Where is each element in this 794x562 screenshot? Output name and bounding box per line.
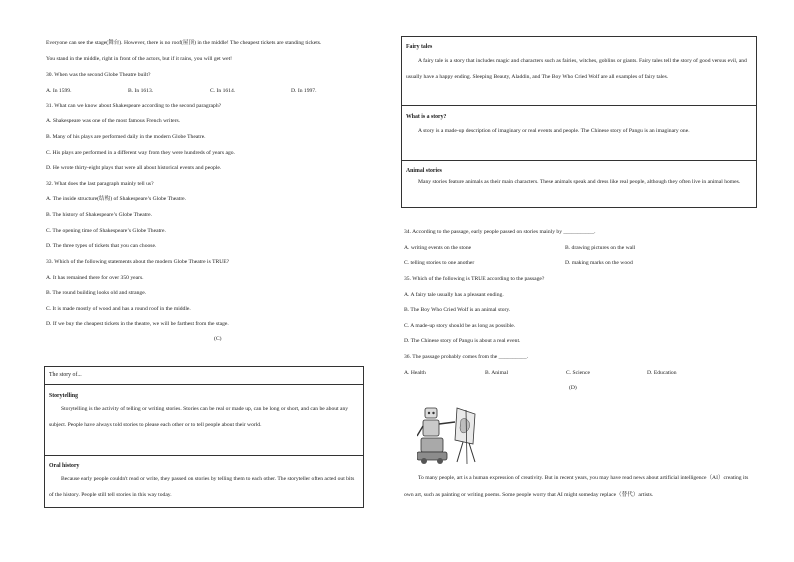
- option-c: C. The opening time of Shakespeare’s Globe Theatre.: [46, 228, 166, 234]
- robot-wheel: [421, 458, 427, 464]
- section-fairy-tales: [402, 37, 756, 105]
- section-heading: Oral history: [49, 463, 80, 469]
- question-36: 36. The passage probably comes from the __________.: [404, 354, 529, 360]
- section-what-is-story: [402, 105, 756, 161]
- robot-eye: [432, 412, 434, 414]
- option-c: C. A made-up story should be as long as possible.: [404, 323, 516, 329]
- easel-leg: [457, 442, 463, 462]
- robot-wheel: [437, 458, 443, 464]
- section-animal-stories: [402, 160, 756, 210]
- section-heading: Animal stories: [406, 168, 442, 174]
- option-d: D. If we buy the cheapest tickets in the theatre, we will be farthest from the stage.: [46, 321, 229, 327]
- robot-arm: [417, 426, 423, 436]
- section-body: Storytelling is the activity of telling or writing stories. Stories can be real or made up, can be long or short, and can be about any subject. People have always told stories to please each other or to tell people about their world.: [49, 406, 349, 428]
- question-33: 33. Which of the following statements about the modern Globe Theatre is TRUE?: [46, 259, 230, 265]
- option-d: D. making marks on the wood: [565, 260, 633, 266]
- section-oral-history: [45, 455, 363, 510]
- option-d: D. Education: [647, 370, 677, 376]
- option-a: A. The inside structure(结构) of Shakespeare’s Globe Theatre.: [46, 196, 187, 202]
- option-c: C. telling stories to one another: [404, 260, 475, 266]
- section-mark-c: (C): [214, 336, 222, 342]
- option-c: C. It is made mostly of wood and has a round roof in the middle.: [46, 306, 191, 312]
- option-c: C. Science: [566, 370, 590, 376]
- question-32: 32. What does the last paragraph mainly tell us?: [46, 181, 154, 187]
- option-a: A. In 1599.: [46, 88, 72, 94]
- robot-eye: [428, 412, 430, 414]
- section-body: Because early people couldn't read or write, they passed on stories by telling them to each other. The storyteller often acted out bits of the history. People still tell stories in this way today.: [49, 476, 355, 498]
- section-body: Many stories feature animals as their main characters. These animals speak and dress like real people, although they often live in animal homes.: [418, 179, 741, 185]
- robot-platform: [417, 452, 447, 460]
- box-title: The story of...: [49, 372, 82, 378]
- option-b: B. Animal: [485, 370, 508, 376]
- option-c: C. In 1614.: [210, 88, 236, 94]
- option-d: D. The three types of tickets that you can choose.: [46, 243, 157, 249]
- option-a: A. Health: [404, 370, 426, 376]
- passage-line: Everyone can see the stage(舞台). However, there is no roof(屋顶) in the middle! The cheapest tickets are standing tickets.: [46, 40, 322, 46]
- section-storytelling: [45, 384, 363, 456]
- option-d: D. He wrote thirty-eight plays that were all about historical events and people.: [46, 165, 222, 171]
- easel-leg: [469, 443, 475, 462]
- section-mark-d: (D): [569, 385, 577, 391]
- section-body: A story is a made-up description of imaginary or real events and people. The Chinese story of Pangu is an imaginary one.: [418, 128, 690, 134]
- story-box: [44, 366, 364, 508]
- passage-d: To many people, art is a human expression of creativity. But in recent years, you may have read news about artificial intelligence（AI）creating its own art, such as painting or writing poems. Some people worry that AI might someday replace（替代）artists.: [404, 475, 749, 498]
- question-35: 35. Which of the following is TRUE according to the passage?: [404, 276, 545, 282]
- story-types-box: [401, 36, 757, 208]
- section-heading: Fairy tales: [406, 44, 433, 50]
- option-c: C. His plays are performed in a different way from they were hundreds of years ago.: [46, 150, 235, 156]
- option-d: D. The Chinese story of Pangu is about a real event.: [404, 338, 521, 344]
- question-34: 34. According to the passage, early people passed on stories mainly by ___________.: [404, 229, 596, 235]
- option-a: A. A fairy tale usually has a pleasant ending.: [404, 292, 504, 298]
- option-b: B. The round building looks old and strange.: [46, 290, 147, 296]
- section-body: A fairy tale is a story that includes magic and characters such as fairies, witches, goblins or giants. Fairy tales tell the story of good versus evil, and usually have a happy ending. Sleeping Beauty, Aladdin, and The Boy Who Cried Wolf are all examples of fairy tales.: [406, 58, 747, 80]
- box-title-row: [45, 367, 363, 384]
- option-a: A. Shakespeare was one of the most famous French writers.: [46, 118, 181, 124]
- section-heading: Storytelling: [49, 393, 78, 399]
- question-31: 31. What can we know about Shakespeare according to the second paragraph?: [46, 103, 222, 109]
- robot-head: [425, 408, 437, 418]
- option-d: D. In 1997.: [291, 88, 317, 94]
- section-heading: What is a story?: [406, 114, 447, 120]
- robot-painting-illustration: [417, 402, 491, 466]
- option-b: B. The Boy Who Cried Wolf is an animal story.: [404, 307, 511, 313]
- option-b: B. In 1613.: [128, 88, 154, 94]
- option-a: A. writing events on the stone: [404, 245, 472, 251]
- option-b: B. The history of Shakespeare’s Globe Theatre.: [46, 212, 153, 218]
- option-b: B. drawing pictures on the wall: [565, 245, 636, 251]
- question-30: 30. When was the second Globe Theatre built?: [46, 72, 151, 78]
- option-b: B. Many of his plays are performed daily in the modern Globe Theatre.: [46, 134, 206, 140]
- robot-arm: [439, 422, 455, 424]
- option-a: A. It has remained there for over 350 years.: [46, 275, 144, 281]
- robot-body: [423, 420, 439, 436]
- passage-line: You stand in the middle, right in front of the actors, but if it rains, you will get wet!: [46, 56, 233, 62]
- robot-base: [421, 438, 443, 452]
